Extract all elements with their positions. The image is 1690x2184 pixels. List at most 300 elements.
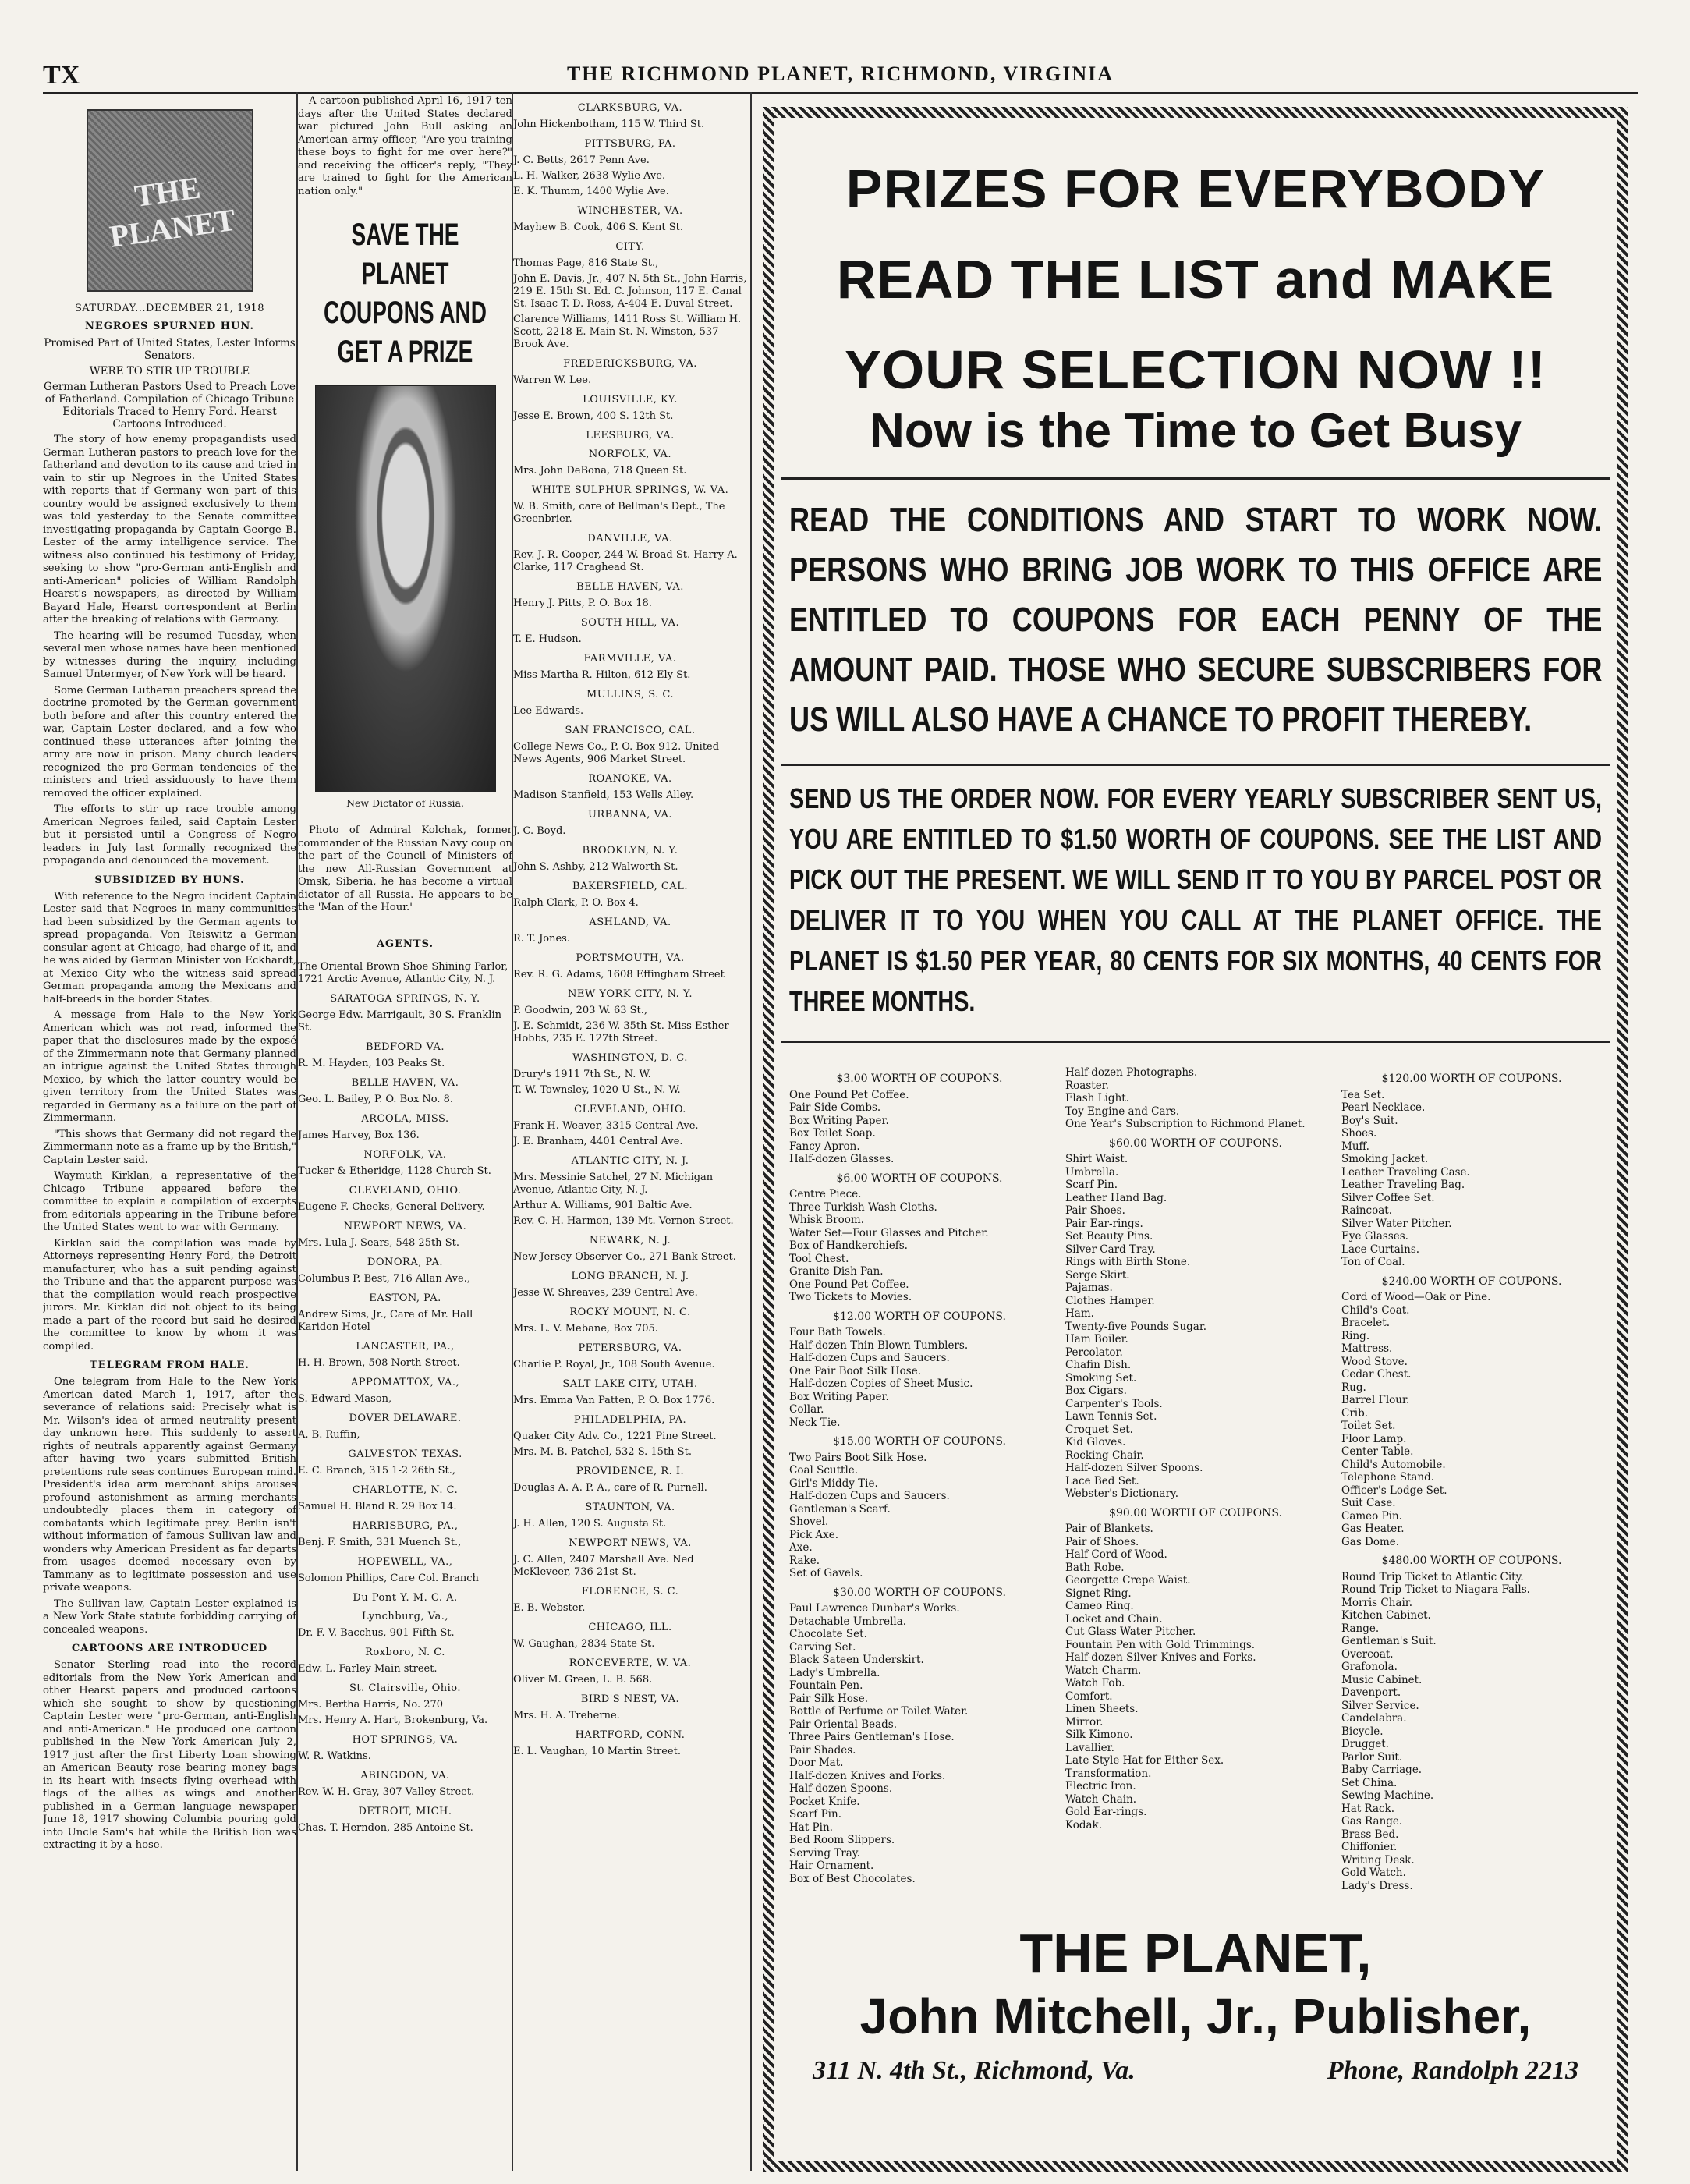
prize-item: Box Writing Paper. [789,1114,889,1127]
prize-item: Watch Chain. [1065,1792,1137,1806]
agent-name: College News Co., P. O. Box 912. United News Agents, 906 Market Street. [513,741,720,765]
agent-location: Lynchburg, Va., [362,1610,448,1622]
agent-location: WINCHESTER, VA. [577,205,683,217]
prize-item: Shirt Waist. [1065,1153,1128,1165]
article-deck: Promised Part of United States, Lester Informs Senators. [44,337,296,362]
agent-location: LANCASTER, PA., [356,1340,455,1353]
ad-divider [781,1041,1610,1043]
prize-item: Kid Gloves. [1065,1436,1126,1448]
prize-item: Girl's Middy Tie. [789,1477,878,1490]
agent-name: Mrs. John DeBona, 718 Queen St. [513,465,687,477]
prize-tier-heading: $15.00 WORTH OF COUPONS. [833,1435,1006,1448]
prize-item: Drugget. [1341,1738,1389,1750]
agent-location: ROANOKE, VA. [588,773,672,785]
agent-name: Rev. R. G. Adams, 1608 Effingham Street [513,969,725,980]
prizes-advertisement [763,107,1628,2172]
agent-name: Oliver M. Green, L. B. 568. [513,1674,653,1686]
prize-item: Ham Boiler. [1065,1333,1128,1346]
agent-name: Madison Stanfield, 153 Wells Alley. [513,789,694,801]
prize-item: Pair Silk Hose. [789,1692,869,1705]
prize-item: Leather Traveling Case. [1341,1165,1470,1179]
prize-item: Lavallier. [1065,1741,1114,1754]
agent-location: BEDFORD VA. [365,1041,445,1053]
agent-location: LONG BRANCH, N. J. [571,1271,689,1282]
prize-item: Serge Skirt. [1065,1268,1130,1282]
prize-item: Hair Ornament. [789,1860,874,1872]
prize-item: Rings with Birth Stone. [1065,1256,1191,1268]
prize-item: Gas Dome. [1341,1535,1400,1548]
prize-item: Electric Iron. [1065,1780,1136,1792]
agent-name: J. C. Allen, 2407 Marshall Ave. Ned McKleveer, 736 21st St. [513,1554,694,1578]
prize-item: Box Writing Paper. [789,1390,889,1403]
prize-item: Half-dozen Cups and Saucers. [789,1490,950,1502]
prize-item: Collar. [789,1403,824,1416]
agent-location: DONORA, PA. [367,1256,444,1268]
agent-name: R. M. Hayden, 103 Peaks St. [298,1057,445,1069]
agent-location: URBANNA, VA. [587,809,673,821]
prize-item: Chafin Dish. [1065,1359,1132,1371]
prize-item: Gold Ear-rings. [1065,1806,1147,1818]
agent-location: RONCEVERTE, W. VA. [569,1658,692,1669]
agent-location: BAKERSFIELD, CAL. [572,881,688,892]
prize-item: Ring. [1341,1329,1370,1342]
prize-item: Clothes Hamper. [1065,1294,1155,1307]
prize-item: Fountain Pen. [789,1679,863,1692]
agent-location: HOT SPRINGS, VA. [352,1733,459,1746]
agent-location: PITTSBURG, PA. [584,138,676,150]
prize-item: Half-dozen Copies of Sheet Music. [789,1377,973,1390]
prize-item: Cord of Wood—Oak or Pine. [1341,1291,1491,1303]
masthead-logo-text: THE PLANET [107,169,238,254]
prize-item: Tea Set. [1341,1088,1385,1101]
prize-item: Set China. [1341,1776,1398,1789]
article-subhead: CARTOONS ARE INTRODUCED [71,1643,268,1654]
prize-item: Cameo Ring. [1065,1600,1134,1612]
prize-item: Round Trip Ticket to Atlantic City. [1341,1570,1524,1583]
agent-name: Mrs. Lula J. Sears, 548 25th St. [298,1236,459,1249]
agent-name: Ralph Clark, P. O. Box 4. [513,897,639,909]
agent-name: Lee Edwards. [513,705,584,717]
prize-item: Flash Light. [1065,1092,1129,1104]
article-paragraph: The story of how enemy propagandists used German Lutheran pastors to preach love for the fatherland and devotion to its cause and tried in vain to stir up Negroes in the United States with reports that if Germany won part of this country would be assigned exclusively to them was told yesterday to the Senate committee investigating propaganda by Captain George B. Lester of the army intelligence service. The witness also continued his testimony of Friday, seeking to show "pro-German anti-English and anti-American" policies of William Randolph Hearst's newspapers, as directed by William Bayard Hale, Hearst correspondent at Berlin after the breaking of relations with Germany. [43,434,296,626]
prize-item: Crib. [1341,1406,1369,1420]
column-agents-2 [513,95,747,1761]
agent-name: Dr. F. V. Bacchus, 901 Fifth St. [298,1626,455,1639]
prize-item: Music Cabinet. [1341,1673,1423,1686]
agent-location: APPOMATTOX, VA., [350,1376,460,1388]
agent-name: Mrs. Bertha Harris, No. 270 [298,1698,444,1711]
ad-subtitle: Now is the Time to Get Busy [869,404,1522,458]
prize-item: Center Table. [1341,1445,1414,1458]
prize-item: Watch Fob. [1065,1677,1125,1689]
agent-name: New Jersey Observer Co., 271 Bank Street. [513,1251,736,1263]
prize-item: Two Pairs Boot Silk Hose. [789,1451,927,1464]
prize-item: Croquet Set. [1065,1423,1133,1436]
prize-item: Neck Tie. [789,1416,841,1429]
agent-location: HARRISBURG, PA., [352,1519,459,1532]
prize-item: Silver Service. [1341,1699,1419,1712]
prize-tier-heading: $60.00 WORTH OF COUPONS. [1109,1136,1282,1150]
agent-name: John Hickenbotham, 115 W. Third St. [513,119,705,130]
prize-item: Cameo Pin. [1341,1509,1402,1523]
prize-item: Transformation. [1065,1767,1152,1780]
prize-item: Comfort. [1065,1689,1113,1703]
prize-item: Pick Axe. [789,1528,839,1541]
prize-item: Carpenter's Tools. [1065,1397,1163,1410]
agent-name: W. Gaughan, 2834 State St. [513,1638,655,1650]
agent-name: J. E. Branham, 4401 Central Ave. [513,1136,683,1147]
agent-location: St. Clairsville, Ohio. [349,1682,461,1694]
prize-item: Pair Oriental Beads. [789,1718,898,1731]
agent-name: R. T. Jones. [513,933,570,945]
agent-location: HOPEWELL, VA., [357,1555,453,1568]
prize-item: Tool Chest. [789,1252,849,1265]
agent-name: Drury's 1911 7th St., N. W. [513,1069,651,1080]
prize-item: Brass Bed. [1341,1828,1399,1841]
prize-item: Silver Card Tray. [1065,1243,1156,1256]
ad-divider [781,477,1610,480]
agent-name: Mrs. Emma Van Patten, P. O. Box 1776. [513,1395,715,1406]
prize-item: Twenty-five Pounds Sugar. [1065,1320,1207,1333]
prize-item: Mattress. [1341,1342,1393,1355]
ad-footer-title: THE PLANET, [1019,1923,1372,1984]
prize-item: Roaster. [1065,1079,1109,1092]
agent-location: CLEVELAND, OHIO. [349,1184,462,1197]
save-coupons-heading: SAVE THE PLANET COUPONS AND GET A PRIZE [324,218,487,369]
article-paragraph: "This shows that Germany did not regard the Zimmermann note as a frame-up by the British," Captain Lester said. [43,1128,296,1166]
agent-name: Mrs. L. V. Mebane, Box 705. [513,1323,658,1335]
prize-item: Kodak. [1065,1818,1103,1831]
prize-item: Ton of Coal. [1341,1256,1405,1268]
prize-tier-heading: $90.00 WORTH OF COUPONS. [1109,1506,1282,1519]
agent-name: Quaker City Adv. Co., 1221 Pine Street. [513,1431,717,1442]
prize-item: Pajamas. [1065,1282,1113,1294]
agent-location: ATLANTIC CITY, N. J. [571,1155,689,1167]
agent-location: LEESBURG, VA. [586,430,675,441]
prize-item: Hat Pin. [789,1821,833,1834]
agent-location: BELLE HAVEN, VA. [576,581,684,593]
agent-location: CITY. [615,241,645,253]
agent-name: Andrew Sims, Jr., Care of Mr. Hall Karidon Hotel [298,1308,473,1333]
prize-item: Suit Case. [1341,1497,1396,1509]
prize-item: Half-dozen Glasses. [789,1153,895,1165]
agent-location: WASHINGTON, D. C. [572,1052,688,1064]
agent-name: Rev. C. H. Harmon, 139 Mt. Vernon Street. [513,1215,734,1227]
prize-item: Range. [1341,1622,1380,1635]
agent-name: Mayhew B. Cook, 406 S. Kent St. [513,222,683,233]
prize-item: Lady's Dress. [1341,1879,1413,1892]
prize-item: Gentleman's Scarf. [789,1502,891,1516]
agent-name: Charlie P. Royal, Jr., 108 South Avenue. [513,1359,715,1370]
prize-item: Four Bath Towels. [789,1326,886,1338]
prize-item: Water Set—Four Glasses and Pitcher. [789,1226,989,1239]
agent-location: LOUISVILLE, KY. [583,394,678,406]
agent-location: BROOKLYN, N. Y. [582,845,678,856]
prize-item: Bed Room Slippers. [789,1834,895,1846]
prize-item: Floor Lamp. [1341,1432,1407,1445]
agent-name: Mrs. H. A. Treherne. [513,1710,620,1721]
agent-name: J. H. Allen, 120 S. Augusta St. [513,1518,667,1530]
agent-name: Henry J. Pitts, P. O. Box 18. [513,597,652,609]
prize-tier-heading: $6.00 WORTH OF COUPONS. [836,1172,1003,1185]
prize-column [1341,1066,1602,1892]
prize-item: Axe. [789,1541,813,1554]
prize-item: Pair Ear-rings. [1065,1217,1143,1230]
agent-location: NEWPORT NEWS, VA. [569,1537,692,1549]
ad-contact [789,2056,1602,2086]
agent-location: PETERSBURG, VA. [578,1342,682,1354]
prize-item: Leather Hand Bag. [1065,1191,1167,1204]
article-deck: German Lutheran Pastors Used to Preach Love of Fatherland. Compilation of Chicago Tribune Editorials Traced to Henry Ford. Hearst Cartoons Introduced. [44,381,296,431]
agent-name: Jesse W. Shreaves, 239 Central Ave. [513,1287,698,1299]
prize-item: Overcoat. [1341,1647,1394,1661]
prize-item: Lace Curtains. [1341,1243,1420,1256]
prize-item: Pocket Knife. [789,1795,860,1808]
ad-title-line: READ THE LIST and MAKE [836,249,1555,310]
agent-name: Clarence Williams, 1411 Ross St. William H. Scott, 2218 E. Main St. N. Winston, 537 Brook Ave. [513,314,742,350]
agent-location: SAN FRANCISCO, CAL. [565,725,696,736]
agent-location: EASTON, PA. [369,1292,441,1304]
prize-item: Candelabra. [1341,1712,1407,1725]
agent-name: Samuel H. Bland R. 29 Box 14. [298,1500,457,1512]
agent-location: CHARLOTTE, N. C. [352,1484,459,1496]
prize-list [789,1066,1602,1892]
prize-item: Half-dozen Spoons. [789,1782,893,1795]
prize-item: Shovel. [789,1516,829,1528]
prize-item: Muff. [1341,1140,1369,1153]
article-paragraph: A message from Hale to the New York American which was not read, informed the paper that the disclosures made by the exposé of the Zimmermann note that Germany planned an intrigue against the United States through Mexico, by which the latter country would be given territory from the United States was regarded in Germany as a failure on the part of Zimmermann. [43,1009,296,1124]
prize-item: Barrel Flour. [1341,1394,1410,1406]
article-paragraph: Senator Sterling read into the record editorials from the New York American and other Hearst papers and produced cartoons which she sought to show by questioning Captain Lester were "pro-German, anti-English and anti-American." He produced one cartoon published in the New York American July 2, 1917 just after the first Liberty Loan showing an American Beauty rose bearing money bags in its heart with insects flying overhead with flags of the allies as wings and another published in a German language newspaper June 18, 1917 showing Columbia pouring gold into Uncle Sam's hat while the British lion was extracting it by a hose. [43,1659,296,1851]
prize-item: Grafonola. [1341,1661,1398,1673]
agent-location: BELLE HAVEN, VA. [351,1076,459,1089]
prize-item: Box of Handkerchiefs. [789,1239,908,1252]
agent-location: ASHLAND, VA. [589,916,671,928]
agent-location: FREDERICKSBURG, VA. [563,358,697,370]
cartoon-paragraph: A cartoon published April 16, 1917 ten days after the United States declared war pictured John Bull asking an American army officer, "Are you training these boys to fight for me over here?" and receiving the officer's reply, "They are trained to fight for the American nation only." [298,95,512,197]
agent-location: PORTSMOUTH, VA. [576,952,685,964]
agent-name: T. E. Hudson. [513,633,582,645]
ad-title-line: PRIZES FOR EVERYBODY [845,158,1546,219]
agent-name: J. E. Schmidt, 236 W. 35th St. Miss Esther Hobbs, 235 E. 127th Street. [513,1020,729,1044]
article-headline: NEGROES SPURNED HUN. [85,321,254,332]
ad-divider [781,764,1610,766]
prize-item: Signet Ring. [1065,1587,1132,1600]
prize-item: Door Mat. [789,1757,844,1769]
agent-name: Benj. F. Smith, 331 Muench St., [298,1536,462,1548]
prize-item: Half-dozen Knives and Forks. [789,1769,946,1782]
prize-item: Leather Traveling Bag. [1341,1179,1465,1191]
agent-name: P. Goodwin, 203 W. 63 St., [513,1005,648,1016]
prize-item: One Pair Boot Silk Hose. [789,1364,921,1377]
agents-heading: AGENTS. [376,938,434,950]
prize-item: Pair Side Combs. [789,1101,881,1114]
agent-location: ROCKY MOUNT, N. C. [569,1306,691,1318]
prize-item: Serving Tray. [789,1846,860,1860]
prize-item: Umbrella. [1065,1165,1119,1179]
prize-item: Boy's Suit. [1341,1114,1398,1127]
ad-send-order: SEND US THE ORDER NOW. FOR EVERY YEARLY SUBSCRIBER SENT US, YOU ARE ENTITLED TO $1.50 WORTH OF COUPONS. SEE THE LIST AND PICK OUT THE PRESENT. WE WILL SEND IT TO YOU BY PARCEL POST OR DELIVER IT TO YOU WHEN YOU CALL AT THE PLANET OFFICE. THE PLANET IS $1.50 PER YEAR, 80 CENTS FOR SIX MONTHS, 40 CENTS FOR THREE MONTHS. [789,782,1602,1017]
agent-name: J. C. Boyd. [513,825,566,837]
agent-location: SARATOGA SPRINGS, N. Y. [330,992,480,1005]
prize-item: Lawn Tennis Set. [1065,1410,1157,1423]
prize-item: Child's Coat. [1341,1303,1410,1317]
prize-item: One Pound Pet Coffee. [789,1088,909,1101]
photo-caption: New Dictator of Russia. [346,797,464,809]
column-article [43,95,296,1856]
agent-name: Geo. L. Bailey, P. O. Box No. 8. [298,1093,454,1105]
agent-name: E. L. Vaughan, 10 Martin Street. [513,1746,681,1757]
prize-item: Wood Stove. [1341,1355,1408,1368]
agent-location: SOUTH HILL, VA. [580,617,680,629]
prize-item: Three Turkish Wash Cloths. [789,1200,937,1214]
agent-name: Rev. J. R. Cooper, 244 W. Broad St. Harry A. Clarke, 117 Craghead St. [513,549,738,573]
prize-item: Fountain Pen with Gold Trimmings. [1065,1638,1256,1651]
agent-name: John S. Ashby, 212 Walworth St. [513,861,678,873]
agent-location: FLORENCE, S. C. [581,1586,679,1597]
article-paragraph: With reference to the Negro incident Captain Lester said that Negroes in many communities had been subsidized by the German agents to spread propaganda. Von Reiswitz a German consular agent at Chicago, had charge of it, and he was aided by German Minister von Eckhardt, at Mexico City who the witness said spread German propaganda among the Mexicans and half-breeds in the border States. [43,890,296,1005]
agent-location: Roxboro, N. C. [365,1646,445,1658]
prize-item: Cut Glass Water Pitcher. [1065,1626,1196,1638]
prize-item: Eye Glasses. [1341,1230,1408,1243]
agent-location: FARMVILLE, VA. [583,653,677,665]
prize-item: Toy Engine and Cars. [1065,1104,1180,1118]
prize-item: Round Trip Ticket to Niagara Falls. [1341,1583,1530,1596]
prize-item: Half-dozen Silver Knives and Forks. [1065,1651,1256,1664]
agent-name: George Edw. Marrigault, 30 S. Franklin St. [298,1009,501,1034]
article-paragraph: The Sullivan law, Captain Lester explained is a New York State statute forbidding carrying of concealed weapons. [43,1597,296,1636]
agent-name: Tucker & Etheridge, 1128 Church St. [298,1165,491,1177]
prize-item: Raincoat. [1341,1204,1392,1217]
prize-item: Linen Sheets. [1065,1703,1139,1715]
agent-location: MULLINS, S. C. [586,689,675,700]
article-paragraph: The efforts to stir up race trouble among American Negroes failed, said Captain Lester but it persisted until a Congress of Negro leaders in July last formally recognized the propaganda and denounced the movement. [43,803,296,867]
prize-item: Carving Set. [789,1640,856,1654]
agent-location: DANVILLE, VA. [587,533,673,544]
prize-item: Kitchen Cabinet. [1341,1609,1431,1622]
prize-item: Three Pairs Gentleman's Hose. [789,1731,955,1743]
prize-item: Silver Coffee Set. [1341,1191,1435,1204]
agent-name: L. H. Walker, 2638 Wylie Ave. [513,170,666,182]
prize-tier-heading: $30.00 WORTH OF COUPONS. [833,1586,1006,1599]
prize-tier-heading: $12.00 WORTH OF COUPONS. [833,1310,1006,1323]
agent-location: STAUNTON, VA. [585,1502,675,1513]
agent-name: Rev. W. H. Gray, 307 Valley Street. [298,1785,475,1798]
agent-location: GALVESTON TEXAS. [348,1448,462,1460]
prize-tier-heading: $120.00 WORTH OF COUPONS. [1381,1072,1562,1085]
prize-item: Watch Charm. [1065,1664,1142,1677]
prize-item: Two Tickets to Movies. [789,1291,912,1303]
article-paragraph: Some German Lutheran preachers spread the doctrine promoted by the German government both before and after this country entered the war, Captain Lester declared, and a few who continued these utterances after joining the army are now in prison. Many church leaders recognized the pro-German tendencies of the ministers and tried assiduously to have them removed the officer explained. [43,684,296,800]
prize-tier-heading: $240.00 WORTH OF COUPONS. [1381,1275,1562,1288]
prize-item: Baby Carriage. [1341,1764,1423,1776]
prize-item: Detachable Umbrella. [789,1615,907,1628]
prize-item: One Year's Subscription to Richmond Planet. [1065,1118,1306,1130]
prize-item: Silk Kimono. [1065,1728,1133,1741]
column-agents-1 [298,95,512,1838]
prize-item: Ham. [1065,1307,1094,1320]
prize-item: Whisk Broom. [789,1214,865,1226]
prize-item: Set Beauty Pins. [1065,1230,1153,1243]
agent-location: Du Pont Y. M. C. A. [353,1591,458,1604]
agent-location: HARTFORD, CONN. [575,1729,686,1741]
agent-location: NORFOLK, VA. [588,448,672,460]
prize-item: Paul Lawrence Dunbar's Works. [789,1602,960,1615]
prize-item: Half-dozen Thin Blown Tumblers. [789,1338,969,1352]
agent-name: Eugene F. Cheeks, General Delivery. [298,1200,485,1213]
prize-item: Shoes. [1341,1127,1377,1140]
prize-item: Writing Desk. [1341,1853,1415,1867]
agent-location: DOVER DELAWARE. [349,1412,462,1424]
agent-location: NEWPORT NEWS, VA. [343,1220,467,1232]
agent-location: CLARKSBURG, VA. [577,102,683,114]
prize-column [789,1066,1050,1892]
agent-name: Jesse E. Brown, 400 S. 12th St. [513,410,674,422]
agent-location: SALT LAKE CITY, UTAH. [562,1378,698,1390]
prize-item: Box Cigars. [1065,1384,1127,1397]
prize-item: Sewing Machine. [1341,1789,1434,1802]
page-number: TX [43,61,80,90]
agent-name: Miss Martha R. Hilton, 612 Ely St. [513,669,691,681]
agent-name: Mrs. M. B. Patchel, 532 S. 15th St. [513,1446,692,1458]
agent-name: Edw. L. Farley Main street. [298,1662,438,1675]
article-paragraph: Waymuth Kirklan, a representative of the Chicago Tribune appeared before the committee to explain a compilation of excerpts from editorials appearing in the Tribune before the United States went to war with Germany. [43,1170,296,1233]
article-paragraph: The hearing will be resumed Tuesday, when several men whose names have been mentioned by witnesses during the inquiry, including Samuel Untermyer, of New York will be heard. [43,629,296,680]
agent-name: Frank H. Weaver, 3315 Central Ave. [513,1120,699,1132]
page-header [43,61,1638,94]
agent-name: E. C. Branch, 315 1-2 26th St., [298,1464,455,1477]
prize-item: Half-dozen Photographs. [1065,1066,1198,1079]
prize-item: Child's Automobile. [1341,1458,1446,1471]
prize-item: Box Toilet Soap. [789,1127,876,1140]
prize-item: Parlor Suit. [1341,1750,1403,1764]
prize-item: Pearl Necklace. [1341,1101,1426,1114]
prize-item: Gas Heater. [1341,1523,1405,1535]
agent-name: S. Edward Mason, [298,1392,392,1405]
agent-name: Columbus P. Best, 716 Allan Ave., [298,1272,470,1285]
agent-name: James Harvey, Box 136. [298,1129,420,1141]
prize-item: Bath Robe. [1065,1561,1125,1574]
prize-item: Lady's Umbrella. [789,1666,880,1679]
prize-item: Black Sateen Underskirt. [789,1654,924,1666]
prize-item: Officer's Lodge Set. [1341,1484,1447,1497]
prize-item: Webster's Dictionary. [1065,1487,1179,1500]
photo-description: Photo of Admiral Kolchak, former commander of the Russian Navy coup on the part of the Council of Ministers of the new All-Russian Government at Omsk, Siberia, he has become a virtual dictator of all Russia. He appears to be the 'Man of the Hour.' [298,824,512,913]
prize-item: Scarf Pin. [789,1808,841,1821]
prize-item: Telephone Stand. [1341,1471,1435,1484]
prize-item: Rake. [789,1554,820,1567]
prize-tier-heading: $480.00 WORTH OF COUPONS. [1381,1555,1562,1567]
dateline: SATURDAY...DECEMBER 21, 1918 [74,303,265,314]
agent-location: BIRD'S NEST, VA. [580,1693,680,1705]
prize-item: Gold Watch. [1341,1867,1406,1879]
agent-location: NORFOLK, VA. [363,1148,447,1161]
prize-item: Pair of Blankets. [1065,1523,1153,1535]
prize-item: Pair Shoes. [1065,1204,1125,1217]
prize-item: Pair Shades. [789,1743,856,1757]
prize-item: Late Style Hat for Either Sex. [1065,1754,1224,1767]
agent-name: J. C. Betts, 2617 Penn Ave. [513,154,650,166]
agent-name: Mrs. Messinie Satchel, 27 N. Michigan Avenue, Atlantic City, N. J. [513,1172,714,1196]
prize-item: Lace Bed Set. [1065,1474,1139,1487]
ad-conditions: READ THE CONDITIONS AND START TO WORK NOW. PERSONS WHO BRING JOB WORK TO THIS OFFICE ARE ENTITLED TO COUPONS FOR EACH PENNY OF THE AMOUNT PAID. THOSE WHO SECURE SUBSCRIBERS FOR US WILL ALSO HAVE A CHANCE TO PROFIT THEREBY. [789,501,1603,739]
agent-location: DETROIT, MICH. [358,1805,452,1817]
agent-name: John E. Davis, Jr., 407 N. 5th St., John Harris, 219 E. 15th St. Ed. C. Johnson, 117 E. Canal St. Isaac T. D. Ross, A-404 E. Duval Street. [513,273,747,310]
article-deck: WERE TO STIR UP TROUBLE [89,365,250,378]
agent-name: W. B. Smith, care of Bellman's Dept., The Greenbrier. [513,501,725,525]
kolchak-portrait-photo [315,385,496,792]
prize-item: Set of Gavels. [789,1567,863,1580]
